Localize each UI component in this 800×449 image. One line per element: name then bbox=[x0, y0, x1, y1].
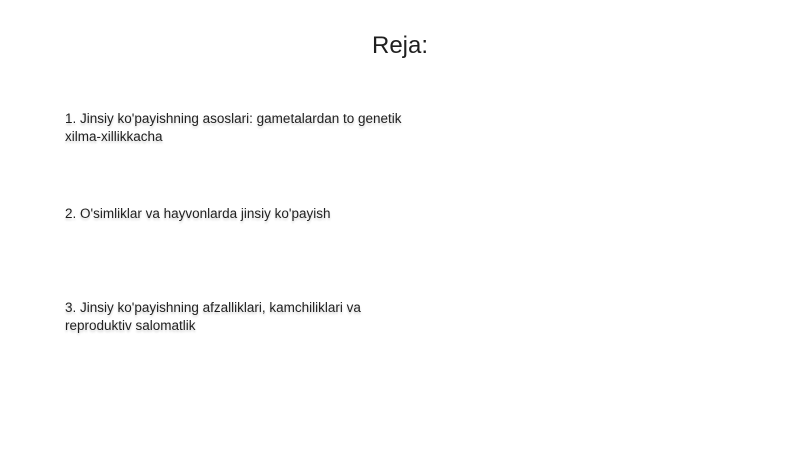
plan-item-3: 3. Jinsiy ko'payishning afzalliklari, kamchiliklari va reproduktiv salomatlik bbox=[65, 300, 361, 333]
plan-item-1: 1. Jinsiy ko'payishning asoslari: gametalardan to genetik xilma-xillikkacha bbox=[65, 111, 402, 144]
slide-title: Reja: bbox=[371, 32, 429, 59]
plan-item-2: 2. O'simliklar va hayvonlarda jinsiy ko'payish bbox=[65, 206, 331, 221]
